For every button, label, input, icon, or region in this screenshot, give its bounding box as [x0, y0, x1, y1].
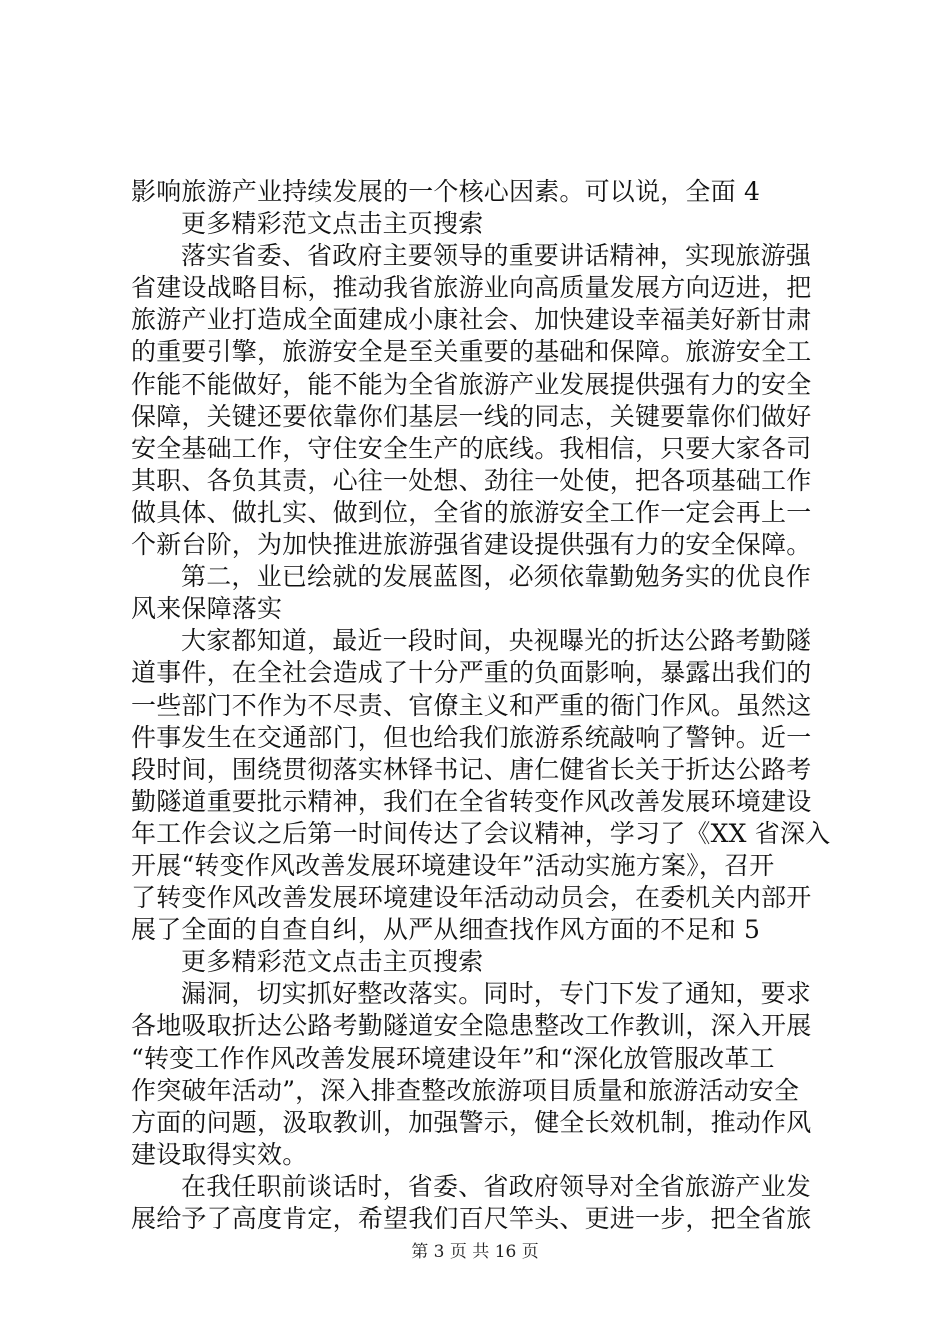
page-number-footer: 第 3 页 共 16 页	[411, 1242, 539, 1262]
promo-line: 更多精彩范文点击主页搜索	[181, 947, 484, 977]
text-line: 做具体、做扎实、做到位，全省的旅游安全工作一定会再上一	[131, 497, 812, 527]
text-line: 建设取得实效。	[131, 1139, 308, 1169]
text-line: 作能不能做好，能不能为全省旅游产业发展提供强有力的安全	[131, 369, 812, 399]
text-line: 年工作会议之后第一时间传达了会议精神，学习了《XX 省深入	[131, 818, 831, 848]
text-line: 开展“转变作风改善发展环境建设年”活动实施方案》，召开	[131, 850, 775, 880]
text-line: 其职、各负其责，心往一处想、劲往一处使，把各项基础工作	[131, 465, 812, 495]
text-line: 勤隧道重要批示精神，我们在全省转变作风改善发展环境建设	[131, 786, 812, 816]
paragraph-start: 在我任职前谈话时，省委、省政府领导对全省旅游产业发	[181, 1171, 812, 1201]
text-line: 段时间，围绕贯彻落实林铎书记、唐仁健省长关于折达公路考	[131, 754, 812, 784]
section-heading-continued: 风来保障落实	[131, 594, 283, 624]
text-line: 道事件，在全社会造成了十分严重的负面影响，暴露出我们的	[131, 658, 812, 688]
text-line: 个新台阶，为加快推进旅游强省建设提供强有力的安全保障。	[131, 530, 812, 560]
text-line: 的重要引擎，旅游安全是至关重要的基础和保障。旅游安全工	[131, 337, 812, 367]
paragraph-start: 漏洞，切实抓好整改落实。同时，专门下发了通知，要求	[181, 979, 812, 1009]
paragraph-start: 大家都知道，最近一段时间，央视曝光的折达公路考勤隧	[181, 626, 812, 656]
text-line: 展了全面的自查自纠，从严从细查找作风方面的不足和 5	[131, 915, 761, 945]
text-line: 各地吸取折达公路考勤隧道安全隐患整改工作教训，深入开展	[131, 1011, 812, 1041]
text-line: 安全基础工作，守住安全生产的底线。我相信，只要大家各司	[131, 433, 812, 463]
text-line: 作突破年活动”，深入排查整改旅游项目质量和旅游活动安全	[131, 1075, 800, 1105]
paragraph-start: 落实省委、省政府主要领导的重要讲话精神，实现旅游强	[181, 241, 812, 271]
text-line: 了转变作风改善发展环境建设年活动动员会，在委机关内部开	[131, 883, 812, 913]
text-line: “转变工作作风改善发展环境建设年”和“深化放管服改革工	[131, 1043, 775, 1073]
text-line: 省建设战略目标，推动我省旅游业向高质量发展方向迈进，把	[131, 273, 812, 303]
text-line: 展给予了高度肯定，希望我们百尺竿头、更进一步，把全省旅	[131, 1204, 812, 1233]
promo-line: 更多精彩范文点击主页搜索	[181, 209, 484, 239]
text-line: 一些部门不作为不尽责、官僚主义和严重的衙门作风。虽然这	[131, 690, 812, 720]
text-line: 旅游产业打造成全面建成小康社会、加快建设幸福美好新甘肃	[131, 305, 812, 335]
document-body	[131, 176, 831, 1235]
text-line: 方面的问题，汲取教训，加强警示，健全长效机制，推动作风	[131, 1107, 812, 1137]
text-line: 保障，关键还要依靠你们基层一线的同志，关键要靠你们做好	[131, 401, 812, 431]
text-line: 件事发生在交通部门，但也给我们旅游系统敲响了警钟。近一	[131, 722, 812, 752]
text-line: 影响旅游产业持续发展的一个核心因素。可以说，全面 4	[131, 177, 761, 206]
section-heading: 第二，业已绘就的发展蓝图，必须依靠勤勉务实的优良作	[181, 562, 812, 592]
